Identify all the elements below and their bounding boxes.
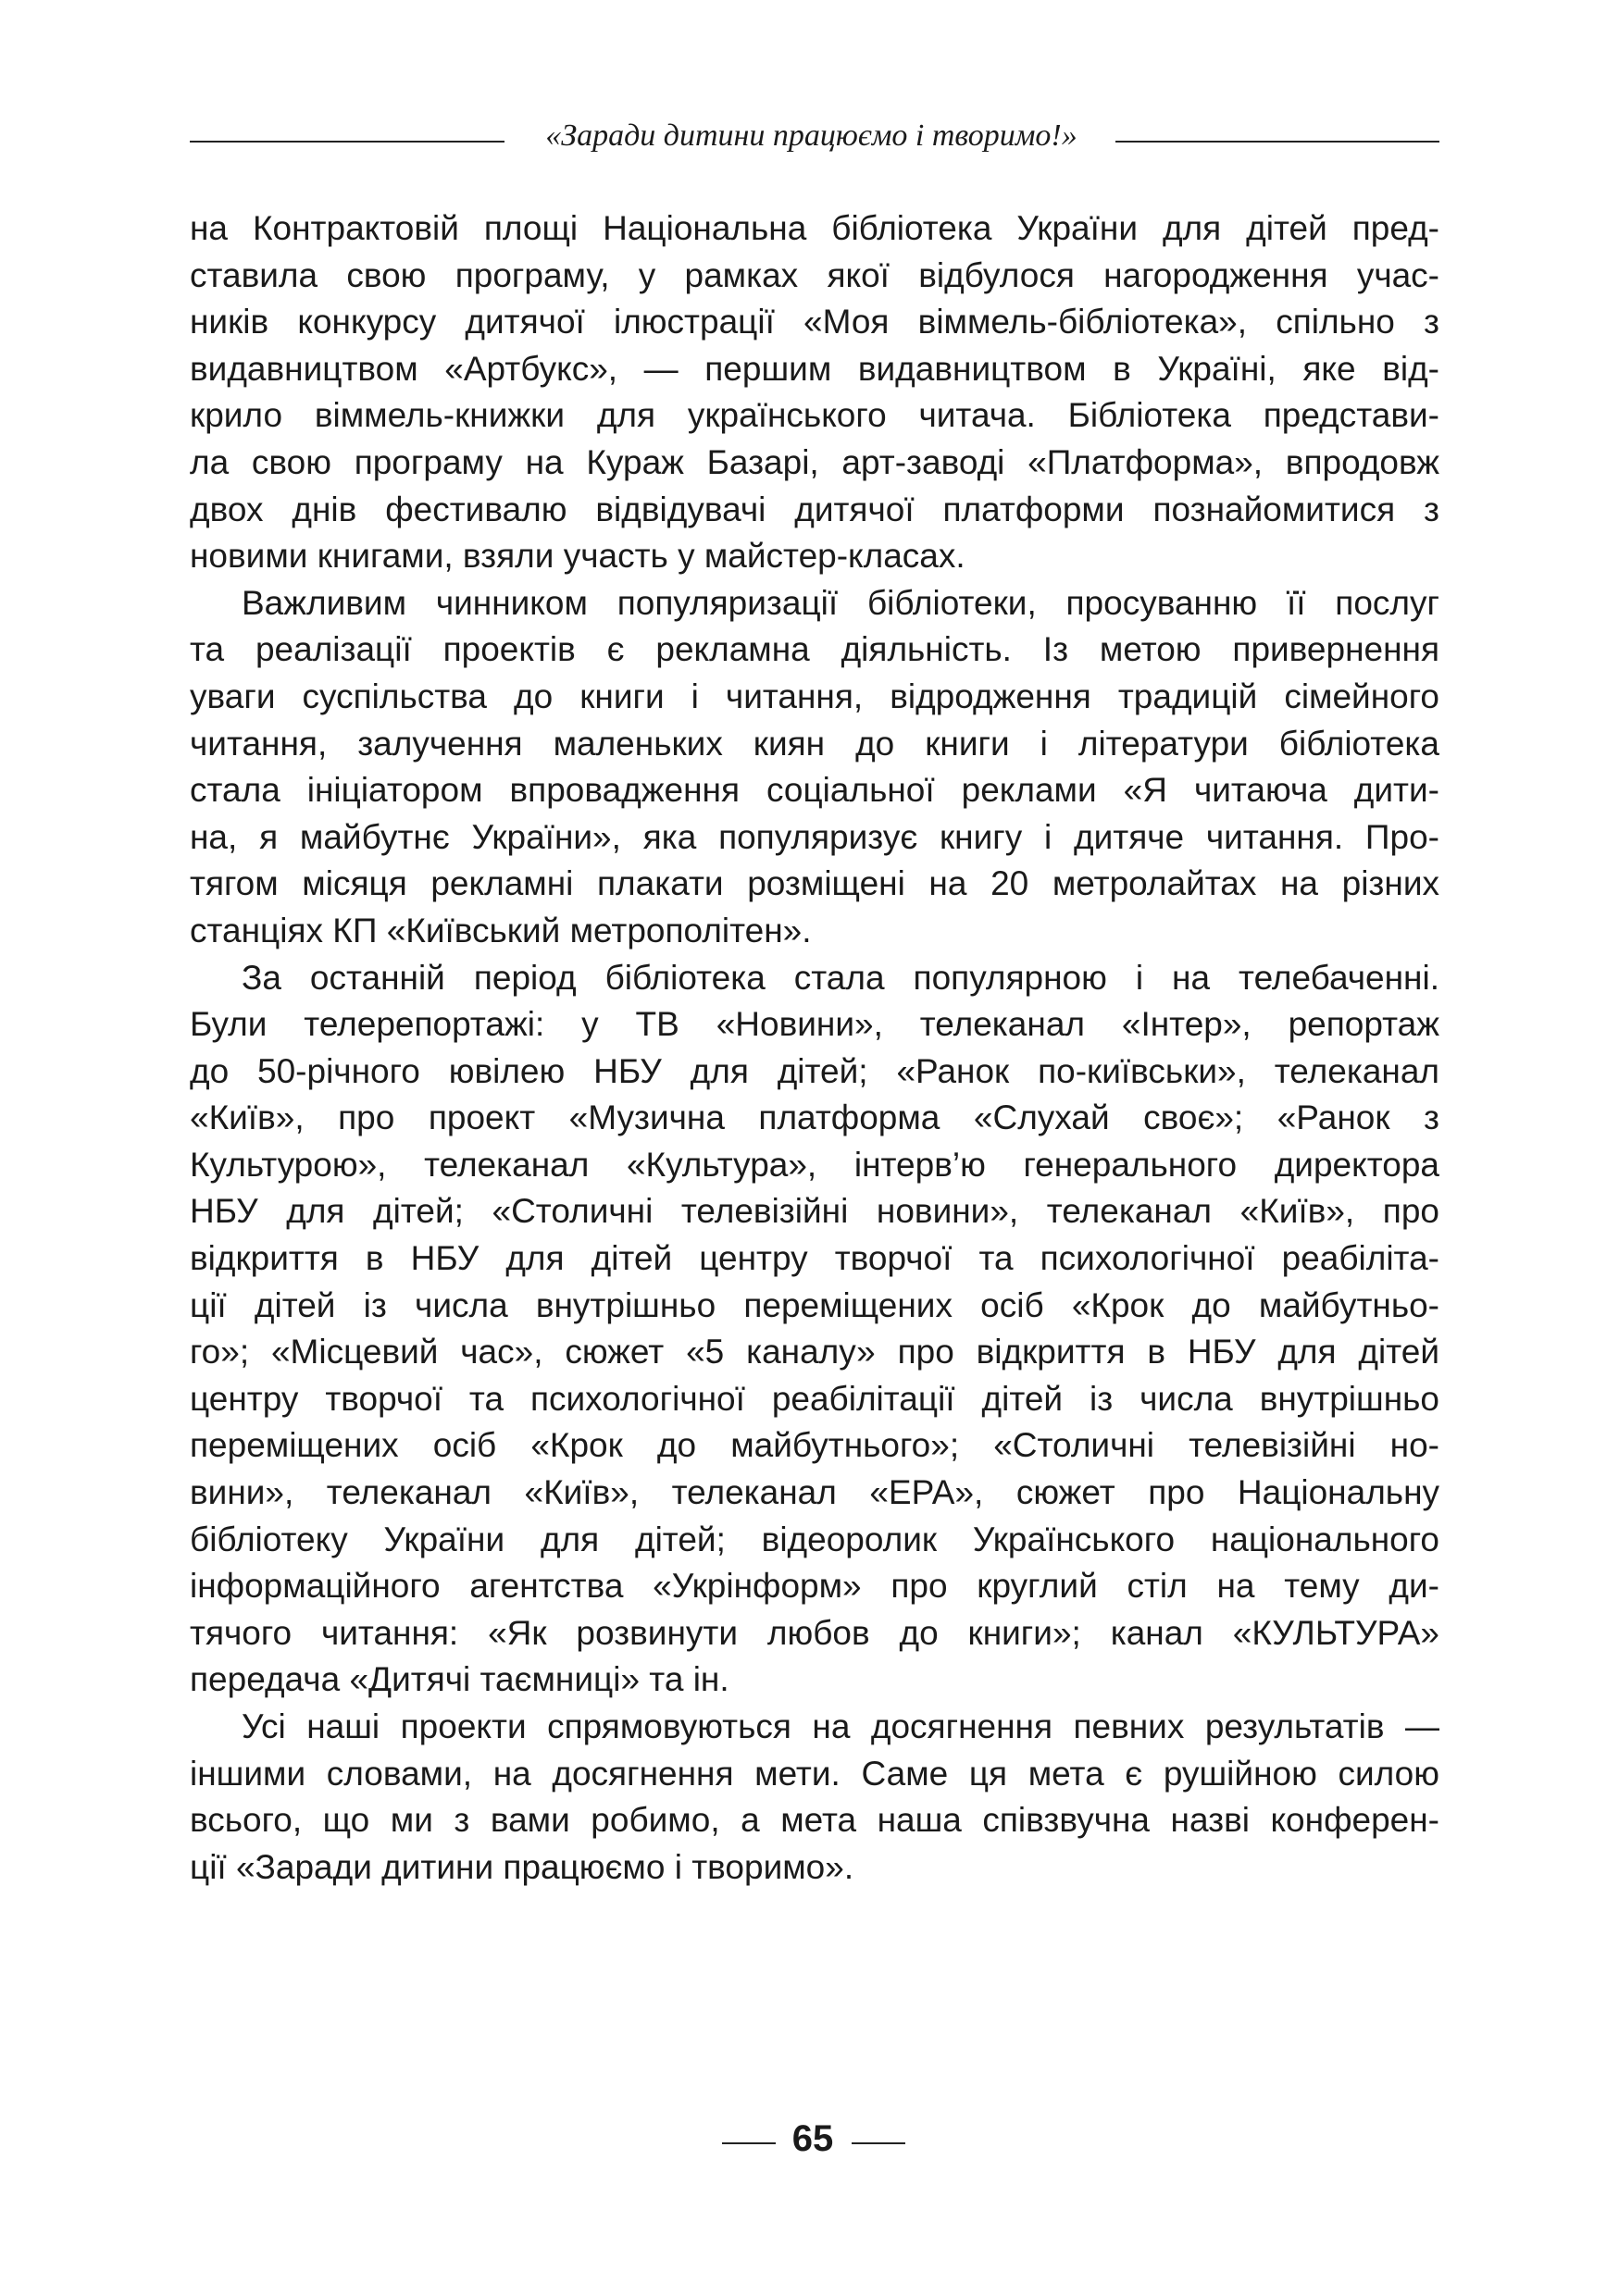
running-head <box>190 118 1439 161</box>
text-line: до 50-річного ювілею НБУ для дітей; «Ранок по-київськи», телеканал <box>190 1051 1439 1090</box>
text-line: вини», телеканал «Київ», телеканал «ЕРА», сюжет про Національну <box>190 1473 1439 1512</box>
text-line: станціях КП «Київський метрополітен». <box>190 911 812 949</box>
text-line: іншими словами, на досягнення мети. Саме ця мета є рушійною силою <box>190 1754 1439 1793</box>
running-head-title: «Заради дитини працюємо і творимо!» <box>545 118 1077 153</box>
page-number: 65 <box>791 2118 834 2159</box>
text-line: НБУ для дітей; «Столичні телевізійні новини», телеканал «Київ», про <box>190 1192 1439 1231</box>
text-line: переміщених осіб «Крок до майбутнього»; «Столичні телевізійні но- <box>190 1426 1439 1465</box>
text-line: бібліотеку України для дітей; відеоролик Українського національного <box>190 1520 1439 1558</box>
text-line: читання, залучення маленьких киян до книги і літератури бібліотека <box>190 724 1439 763</box>
text-line: та реалізації проектів є рекламна діяльність. Із метою привернення <box>190 630 1439 669</box>
text-line: Культурою», телеканал «Культура», інтерв’ю генерального директора <box>190 1145 1439 1184</box>
text-line: Важливим чинником популяризації бібліотеки, просуванню її послуг <box>242 583 1439 622</box>
text-line: ції «Заради дитини працюємо і творимо». <box>190 1847 854 1886</box>
text-line: на Контрактовій площі Національна бібліотека України для дітей пред- <box>190 209 1439 247</box>
text-line: новими книгами, взяли участь у майстер-класах. <box>190 537 965 576</box>
text-line: За останній період бібліотека стала популярною і на телебаченні. <box>242 958 1439 997</box>
text-line: всього, що ми з вами робимо, а мета наша співзвучна назві конферен- <box>190 1801 1439 1840</box>
footer-rule-right <box>852 2142 905 2144</box>
text-line: двох днів фестивалю відвідувачі дитячої платформи познайомитися з <box>190 490 1439 528</box>
text-line: крило віммель-книжки для українського читача. Бібліотека представи- <box>190 396 1439 435</box>
text-line: тягом місяця рекламні плакати розміщені на 20 метролайтах на різних <box>190 864 1439 903</box>
text-line: на, я майбутнє України», яка популяризує книгу і дитяче читання. Про- <box>190 817 1439 856</box>
text-line: ників конкурсу дитячої ілюстрації «Моя віммель-бібліотека», спільно з <box>190 303 1439 341</box>
text-line: ла свою програму на Кураж Базарі, арт-заводі «Платформа», впродовж <box>190 442 1439 481</box>
text-line: передача «Дитячі таємниці» та ін. <box>190 1660 729 1699</box>
body-text <box>190 205 1439 1891</box>
text-line: ставила свою програму, у рамках якої відбулося нагородження учас- <box>190 255 1439 294</box>
text-line: відкриття в НБУ для дітей центру творчої та психологічної реабіліта- <box>190 1239 1439 1278</box>
text-line: Були телерепортажі: у ТВ «Новини», телеканал «Інтер», репортаж <box>190 1005 1439 1044</box>
text-line: тячого читання: «Як розвинути любов до книги»; канал «КУЛЬТУРА» <box>190 1613 1439 1652</box>
text-line: Усі наші проекти спрямовуються на досягнення певних результатів — <box>242 1707 1439 1745</box>
text-line: стала ініціатором впровадження соціальної реклами «Я читаюча дити- <box>190 771 1439 810</box>
text-line: уваги суспільства до книги і читання, відродження традицій сімейного <box>190 676 1439 715</box>
header-rule-right <box>1115 141 1439 143</box>
text-line: інформаційного агентства «Укрінформ» про круглий стіл на тему ди- <box>190 1567 1439 1606</box>
text-line: видавництвом «Артбукс», — першим видавництвом в Україні, яке від- <box>190 349 1439 388</box>
header-rule-left <box>190 141 504 143</box>
text-line: «Київ», про проект «Музична платформа «Слухай своє»; «Ранок з <box>190 1098 1439 1137</box>
page-footer <box>0 2115 1619 2170</box>
text-line: центру творчої та психологічної реабілітації дітей із числа внутрішньо <box>190 1379 1439 1418</box>
text-line: ції дітей із числа внутрішньо переміщених осіб «Крок до майбутньо- <box>190 1285 1439 1324</box>
text-line: го»; «Місцевий час», сюжет «5 каналу» про відкриття в НБУ для дітей <box>190 1333 1439 1371</box>
footer-rule-left <box>722 2142 776 2144</box>
